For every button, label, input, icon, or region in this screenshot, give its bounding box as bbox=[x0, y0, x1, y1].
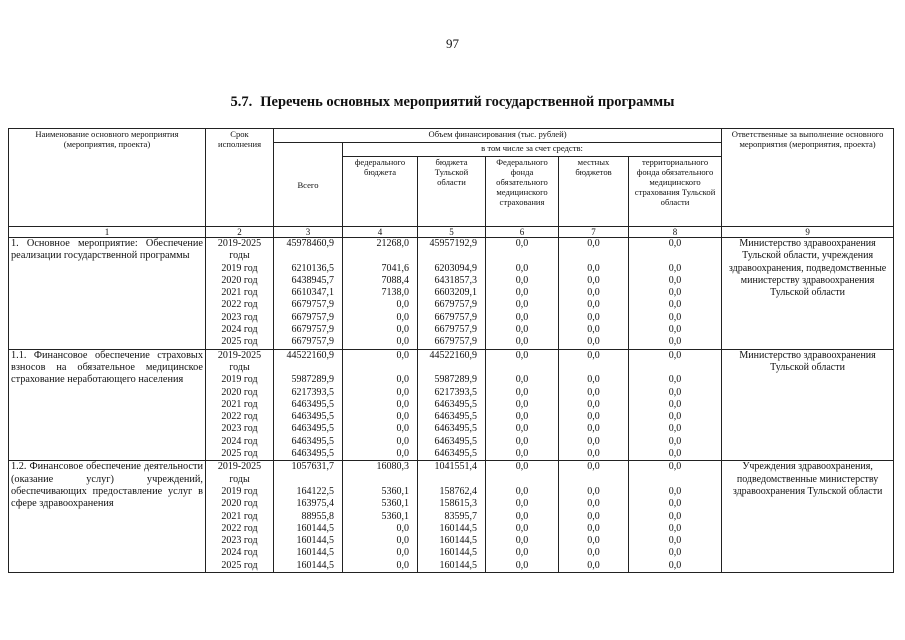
cell-value: 6679757,9 bbox=[434, 311, 477, 323]
local-cell bbox=[559, 238, 629, 350]
page-title bbox=[0, 94, 905, 111]
activity-name: 1. Основное мероприятие: Обеспечение реализации государственной программы bbox=[9, 238, 206, 350]
cell-value: 2024 год bbox=[221, 435, 258, 447]
cell-value: 0,0 bbox=[587, 510, 600, 522]
cell-value: 0,0 bbox=[668, 324, 682, 336]
cell-value: 45957192,9 bbox=[429, 238, 477, 249]
cell-value: 0,0 bbox=[515, 238, 529, 249]
cell-value: 0,0 bbox=[396, 423, 409, 435]
cell-value: 0,0 bbox=[587, 485, 600, 497]
cell-value: 5987289,9 bbox=[291, 374, 334, 386]
cell-value: 160144,5 bbox=[439, 522, 477, 534]
cell-value: 6463495,5 bbox=[291, 423, 334, 435]
cell-value: 0,0 bbox=[515, 349, 529, 361]
cell-value: 21268,0 bbox=[376, 238, 409, 249]
cell-value: 6463495,5 bbox=[434, 423, 477, 435]
cell-value: 0,0 bbox=[515, 299, 529, 311]
cell-value: 0,0 bbox=[587, 411, 600, 423]
cell-value: 0,0 bbox=[587, 435, 600, 447]
cell-value bbox=[276, 250, 340, 262]
table-row bbox=[9, 461, 894, 573]
cell-value: 0,0 bbox=[587, 535, 600, 547]
cell-value: 160144,5 bbox=[439, 535, 477, 547]
responsible-executor: Министерство здравоохранения Тульской области bbox=[722, 349, 894, 461]
federal-cell bbox=[343, 349, 418, 461]
cell-value: 0,0 bbox=[515, 423, 529, 435]
cell-value: 0,0 bbox=[515, 398, 529, 410]
cell-value: 6463495,5 bbox=[291, 448, 334, 460]
total-cell bbox=[274, 461, 343, 573]
cell-value: 2023 год bbox=[221, 311, 258, 323]
cell-value: 0,0 bbox=[587, 238, 600, 249]
cell-value: 160144,5 bbox=[439, 547, 477, 559]
cell-value bbox=[561, 362, 626, 374]
cell-value: 0,0 bbox=[587, 461, 600, 473]
cell-value: 0,0 bbox=[515, 448, 529, 460]
column-number: 1 bbox=[9, 227, 206, 238]
cell-value: 0,0 bbox=[396, 559, 409, 571]
cell-value: 0,0 bbox=[587, 423, 600, 435]
cell-value: 2019-2025 bbox=[217, 238, 262, 249]
cell-value: 0,0 bbox=[396, 311, 409, 323]
cell-value: 0,0 bbox=[668, 461, 682, 473]
cell-value: 6217393,5 bbox=[434, 386, 477, 398]
cell-value: 6217393,5 bbox=[291, 386, 334, 398]
cell-value: 6679757,9 bbox=[434, 299, 477, 311]
cell-value: 0,0 bbox=[587, 559, 600, 571]
cell-value: 0,0 bbox=[587, 398, 600, 410]
cell-value: 0,0 bbox=[668, 411, 682, 423]
column-number-row bbox=[9, 227, 894, 238]
column-number: 5 bbox=[418, 227, 486, 238]
cell-value: 163975,4 bbox=[296, 498, 334, 510]
cell-value: 2019 год bbox=[221, 262, 258, 274]
cell-value: 2022 год bbox=[221, 522, 258, 534]
table-body bbox=[9, 238, 894, 573]
cell-value: 0,0 bbox=[668, 485, 682, 497]
cell-value: 1057631,7 bbox=[291, 461, 334, 473]
cell-value: 44522160,9 bbox=[286, 349, 334, 361]
cell-value: 0,0 bbox=[515, 311, 529, 323]
cell-value bbox=[345, 362, 415, 374]
header-name: Наименование основного мероприятия (мероприятия, проекта) bbox=[9, 129, 206, 227]
cell-value: 6431857,3 bbox=[434, 274, 477, 286]
header-tfoms: территориального фонда обязательного медицинского страхования Тульской области bbox=[629, 157, 722, 227]
responsible-executor: Учреждения здравоохранения, подведомственные министерству здравоохранения Тульской области bbox=[722, 461, 894, 573]
cell-value: 6463495,5 bbox=[291, 411, 334, 423]
cell-value: 83595,7 bbox=[444, 510, 477, 522]
header-federal: федерального бюджета bbox=[343, 157, 418, 227]
cell-value: 0,0 bbox=[396, 324, 409, 336]
cell-value: 158762,4 bbox=[439, 485, 477, 497]
cell-value: 6679757,9 bbox=[291, 311, 334, 323]
cell-value: 6679757,9 bbox=[434, 336, 477, 348]
cell-value bbox=[276, 474, 340, 486]
local-cell bbox=[559, 461, 629, 573]
cell-value: 0,0 bbox=[587, 498, 600, 510]
cell-value: 1041551,4 bbox=[434, 461, 477, 473]
cell-value: 2025 год bbox=[221, 336, 258, 348]
header-period: Срок исполнения bbox=[206, 129, 274, 227]
cell-value bbox=[561, 474, 626, 486]
cell-value: 2021 год bbox=[221, 287, 258, 299]
cell-value: 0,0 bbox=[587, 386, 600, 398]
section-number: 5.7. bbox=[230, 94, 253, 110]
table-row bbox=[9, 238, 894, 350]
cell-value: 0,0 bbox=[396, 411, 409, 423]
cell-value: 0,0 bbox=[396, 522, 409, 534]
column-number: 7 bbox=[559, 227, 629, 238]
cell-value: 0,0 bbox=[587, 448, 600, 460]
tfoms-cell bbox=[629, 349, 722, 461]
cell-value bbox=[420, 250, 483, 262]
cell-value: 0,0 bbox=[587, 336, 600, 348]
cell-value: 0,0 bbox=[587, 547, 600, 559]
table-row bbox=[9, 349, 894, 461]
cell-value: 2023 год bbox=[221, 423, 258, 435]
ffoms-cell bbox=[486, 461, 559, 573]
cell-value: 6203094,9 bbox=[434, 262, 477, 274]
cell-value: 2019 год bbox=[221, 374, 258, 386]
cell-value: 0,0 bbox=[515, 374, 529, 386]
cell-value: 0,0 bbox=[668, 435, 682, 447]
cell-value: 0,0 bbox=[587, 522, 600, 534]
cell-value: 6679757,9 bbox=[291, 324, 334, 336]
column-number: 4 bbox=[343, 227, 418, 238]
column-number: 6 bbox=[486, 227, 559, 238]
cell-value: 2020 год bbox=[221, 498, 258, 510]
cell-value: 0,0 bbox=[587, 349, 600, 361]
cell-value: 160144,5 bbox=[296, 547, 334, 559]
cell-value: 6438945,7 bbox=[291, 274, 334, 286]
cell-value: 0,0 bbox=[587, 274, 600, 286]
cell-value: 6210136,5 bbox=[291, 262, 334, 274]
regional-cell bbox=[418, 349, 486, 461]
cell-value: 0,0 bbox=[668, 238, 682, 249]
cell-value: 164122,5 bbox=[296, 485, 334, 497]
cell-value: 0,0 bbox=[396, 435, 409, 447]
cell-value: 2023 год bbox=[221, 535, 258, 547]
cell-value bbox=[420, 362, 483, 374]
cell-value: 0,0 bbox=[668, 287, 682, 299]
cell-value: 5360,1 bbox=[381, 498, 409, 510]
cell-value: 44522160,9 bbox=[429, 349, 477, 361]
cell-value bbox=[631, 362, 719, 374]
activity-name: 1.2. Финансовое обеспечение деятельности (оказание услуг) учреждений, обеспечивающих предоставление услуг в сфере здравоохранения bbox=[9, 461, 206, 573]
cell-value: 7138,0 bbox=[381, 287, 409, 299]
cell-value: 0,0 bbox=[515, 535, 529, 547]
cell-value: 6463495,5 bbox=[434, 411, 477, 423]
tfoms-cell bbox=[629, 461, 722, 573]
cell-value: 0,0 bbox=[587, 262, 600, 274]
cell-value: 0,0 bbox=[515, 461, 529, 473]
cell-value: 2025 год bbox=[221, 448, 258, 460]
cell-value: 0,0 bbox=[668, 535, 682, 547]
cell-value: 0,0 bbox=[515, 559, 529, 571]
cell-value: 0,0 bbox=[396, 448, 409, 460]
cell-value: 0,0 bbox=[668, 398, 682, 410]
cell-value: 88955,8 bbox=[301, 510, 334, 522]
header-including: в том числе за счет средств: bbox=[343, 143, 722, 157]
cell-value: 2024 год bbox=[221, 324, 258, 336]
cell-value: 0,0 bbox=[668, 498, 682, 510]
section-title-text: Перечень основных мероприятий государственной программы bbox=[260, 94, 675, 110]
cell-value: 2020 год bbox=[221, 274, 258, 286]
cell-value: 0,0 bbox=[515, 287, 529, 299]
header-ffoms: Федерального фонда обязательного медицинского страхования bbox=[486, 157, 559, 227]
cell-value: 2025 год bbox=[221, 559, 258, 571]
cell-value: 0,0 bbox=[515, 485, 529, 497]
cell-value: 0,0 bbox=[515, 411, 529, 423]
header-responsible: Ответственные за выполнение основного мероприятия (мероприятия, проекта) bbox=[722, 129, 894, 227]
column-number: 2 bbox=[206, 227, 274, 238]
cell-value: 0,0 bbox=[668, 374, 682, 386]
cell-value: 6610347,1 bbox=[291, 287, 334, 299]
cell-value: 160144,5 bbox=[296, 522, 334, 534]
cell-value: 0,0 bbox=[515, 522, 529, 534]
cell-value: 0,0 bbox=[396, 374, 409, 386]
cell-value: 0,0 bbox=[396, 535, 409, 547]
cell-value: 160144,5 bbox=[439, 559, 477, 571]
cell-value: 0,0 bbox=[396, 386, 409, 398]
federal-cell bbox=[343, 461, 418, 573]
cell-value: 6463495,5 bbox=[434, 448, 477, 460]
cell-value: 0,0 bbox=[668, 522, 682, 534]
cell-value: 45978460,9 bbox=[286, 238, 334, 249]
cell-value: 0,0 bbox=[515, 262, 529, 274]
column-number: 3 bbox=[274, 227, 343, 238]
header-local: местных бюджетов bbox=[559, 157, 629, 227]
column-number: 9 bbox=[722, 227, 894, 238]
cell-value: 0,0 bbox=[515, 510, 529, 522]
period-cell bbox=[206, 461, 274, 573]
cell-value: 2019-2025 bbox=[217, 461, 262, 473]
responsible-executor: Министерство здравоохранения Тульской области, учреждения здравоохранения, подведомственные министерству здравоохранения Тульской области bbox=[722, 238, 894, 350]
cell-value: 0,0 bbox=[668, 547, 682, 559]
header-regional: бюджета Тульской области bbox=[418, 157, 486, 227]
cell-value: 158615,3 bbox=[439, 498, 477, 510]
cell-value: годы bbox=[229, 361, 250, 373]
cell-value: 0,0 bbox=[587, 324, 600, 336]
ffoms-cell bbox=[486, 238, 559, 350]
cell-value: 6679757,9 bbox=[434, 324, 477, 336]
cell-value: 0,0 bbox=[668, 386, 682, 398]
cell-value bbox=[561, 250, 626, 262]
cell-value: 6463495,5 bbox=[434, 398, 477, 410]
cell-value: 0,0 bbox=[668, 448, 682, 460]
cell-value: 0,0 bbox=[396, 349, 409, 361]
ffoms-cell bbox=[486, 349, 559, 461]
total-cell bbox=[274, 349, 343, 461]
regional-cell bbox=[418, 461, 486, 573]
activity-name: 1.1. Финансовое обеспечение страховых взносов на обязательное медицинское страхование неработающего населения bbox=[9, 349, 206, 461]
cell-value: 0,0 bbox=[515, 274, 529, 286]
cell-value: 0,0 bbox=[668, 559, 682, 571]
activities-table bbox=[8, 128, 894, 573]
cell-value: 0,0 bbox=[396, 299, 409, 311]
cell-value: 0,0 bbox=[515, 547, 529, 559]
cell-value: 0,0 bbox=[668, 336, 682, 348]
cell-value: 2019 год bbox=[221, 485, 258, 497]
cell-value: 0,0 bbox=[515, 336, 529, 348]
regional-cell bbox=[418, 238, 486, 350]
cell-value: 0,0 bbox=[587, 299, 600, 311]
total-cell bbox=[274, 238, 343, 350]
cell-value: 2022 год bbox=[221, 411, 258, 423]
period-cell bbox=[206, 238, 274, 350]
cell-value bbox=[345, 474, 415, 486]
cell-value: 2024 год bbox=[221, 547, 258, 559]
cell-value: 0,0 bbox=[587, 374, 600, 386]
cell-value: 0,0 bbox=[668, 349, 682, 361]
cell-value: 2021 год bbox=[221, 398, 258, 410]
cell-value bbox=[488, 474, 556, 486]
cell-value: 7041,6 bbox=[381, 262, 409, 274]
cell-value: 2022 год bbox=[221, 299, 258, 311]
cell-value bbox=[488, 250, 556, 262]
cell-value bbox=[631, 250, 719, 262]
cell-value: 0,0 bbox=[396, 547, 409, 559]
header-financing: Объем финансирования (тыс. рублей) bbox=[274, 129, 722, 143]
cell-value: 6463495,5 bbox=[434, 435, 477, 447]
cell-value: 2019-2025 bbox=[217, 349, 262, 361]
cell-value bbox=[631, 474, 719, 486]
cell-value: 0,0 bbox=[515, 498, 529, 510]
local-cell bbox=[559, 349, 629, 461]
cell-value: 0,0 bbox=[668, 423, 682, 435]
cell-value: 16080,3 bbox=[376, 461, 409, 473]
cell-value: 0,0 bbox=[396, 336, 409, 348]
period-cell bbox=[206, 349, 274, 461]
page-number: 97 bbox=[446, 36, 459, 51]
tfoms-cell bbox=[629, 238, 722, 350]
cell-value: 0,0 bbox=[396, 398, 409, 410]
cell-value: 2021 год bbox=[221, 510, 258, 522]
cell-value bbox=[345, 250, 415, 262]
federal-cell bbox=[343, 238, 418, 350]
cell-value: 6679757,9 bbox=[291, 299, 334, 311]
cell-value: 0,0 bbox=[668, 262, 682, 274]
cell-value: 7088,4 bbox=[381, 274, 409, 286]
cell-value: 2020 год bbox=[221, 386, 258, 398]
cell-value: 160144,5 bbox=[296, 559, 334, 571]
cell-value: 6679757,9 bbox=[291, 336, 334, 348]
column-number: 8 bbox=[629, 227, 722, 238]
cell-value: 0,0 bbox=[515, 324, 529, 336]
cell-value: 0,0 bbox=[515, 386, 529, 398]
cell-value: 5360,1 bbox=[381, 485, 409, 497]
cell-value bbox=[420, 474, 483, 486]
cell-value: 0,0 bbox=[668, 510, 682, 522]
cell-value: 160144,5 bbox=[296, 535, 334, 547]
cell-value bbox=[488, 362, 556, 374]
cell-value: 6603209,1 bbox=[434, 287, 477, 299]
cell-value: годы bbox=[229, 473, 250, 485]
cell-value: 0,0 bbox=[668, 311, 682, 323]
cell-value: 0,0 bbox=[668, 299, 682, 311]
cell-value: 6463495,5 bbox=[291, 435, 334, 447]
header-total: Всего bbox=[274, 143, 343, 227]
cell-value: 0,0 bbox=[587, 311, 600, 323]
cell-value: 0,0 bbox=[668, 274, 682, 286]
cell-value: 0,0 bbox=[587, 287, 600, 299]
cell-value: 0,0 bbox=[515, 435, 529, 447]
cell-value: 5360,1 bbox=[381, 510, 409, 522]
cell-value: годы bbox=[229, 250, 250, 262]
cell-value: 6463495,5 bbox=[291, 398, 334, 410]
cell-value: 5987289,9 bbox=[434, 374, 477, 386]
cell-value bbox=[276, 362, 340, 374]
